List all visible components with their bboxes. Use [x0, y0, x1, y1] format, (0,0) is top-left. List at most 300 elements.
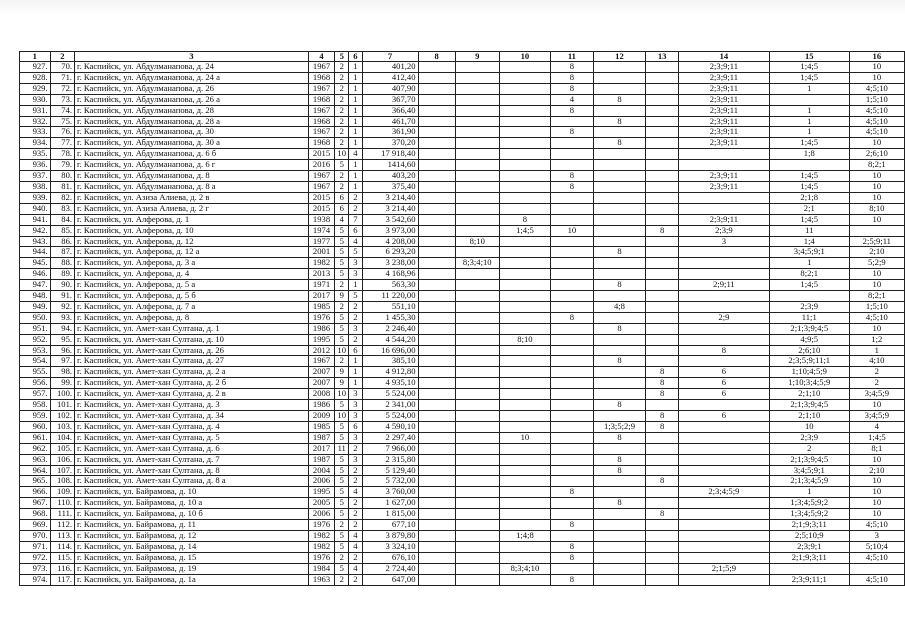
cell-area: 3 324,10	[362, 541, 418, 552]
cell-col-14: 6	[678, 389, 769, 400]
cell-col-13	[646, 356, 679, 367]
cell-col-13	[646, 443, 679, 454]
cell-address: г. Каспийск, ул. Амет-хан Султана, д. 2 в	[75, 389, 309, 400]
cell-col-11	[551, 443, 593, 454]
cell-year: 2008	[308, 389, 334, 400]
cell-col-14: 2;3;9	[678, 225, 769, 236]
cell-col-15: 1;10;3;4;5;9	[769, 378, 849, 389]
cell-col-13	[646, 149, 679, 160]
cell-col-8	[418, 62, 455, 73]
cell-entrances: 1	[349, 356, 362, 367]
cell-col-12	[593, 105, 646, 116]
table-row	[20, 454, 905, 465]
table-row	[20, 83, 905, 94]
cell-col-12	[593, 192, 646, 203]
cell-area: 3 238,00	[362, 258, 418, 269]
cell-col-11: 8	[551, 520, 593, 531]
cell-col-15: 2;1;3;9;4;5	[769, 400, 849, 411]
cell-floors: 2	[335, 116, 349, 127]
cell-address: г. Каспийск, ул. Алферова, д. 7 а	[75, 301, 309, 312]
cell-col-15: 1	[769, 127, 849, 138]
cell-col-8	[418, 465, 455, 476]
cell-row-number: 959.	[20, 411, 51, 422]
cell-floors: 2	[335, 301, 349, 312]
cell-address: г. Каспийск, ул. Амет-хан Султана, д. 6	[75, 443, 309, 454]
cell-area: 1 627,00	[362, 498, 418, 509]
cell-col-11	[551, 411, 593, 422]
cell-col-12	[593, 62, 646, 73]
cell-col-14	[678, 552, 769, 563]
cell-col-11	[551, 203, 593, 214]
cell-col-10	[499, 465, 551, 476]
cell-col-14	[678, 301, 769, 312]
cell-col-10	[499, 541, 551, 552]
cell-address: г. Каспийск, ул. Абдулманапова, д. 30	[75, 127, 309, 138]
cell-col-8	[418, 487, 455, 498]
cell-entrances: 1	[349, 105, 362, 116]
cell-year: 1968	[308, 72, 334, 83]
column-header: 1	[20, 52, 51, 62]
table-row	[20, 334, 905, 345]
cell-year: 1967	[308, 127, 334, 138]
cell-col-11	[551, 214, 593, 225]
cell-col-12	[593, 291, 646, 302]
table-row	[20, 574, 905, 585]
cell-col-15: 2;5;10;9	[769, 530, 849, 541]
cell-col-9	[455, 72, 499, 83]
cell-col-10	[499, 454, 551, 465]
cell-address: г. Каспийск, ул. Алферова, д. 8	[75, 312, 309, 323]
cell-address: г. Каспийск, ул. Алферова, д. 5 а	[75, 280, 309, 291]
cell-entrances: 3	[349, 400, 362, 411]
cell-col-13	[646, 498, 679, 509]
cell-col-10	[499, 389, 551, 400]
cell-col-11: 8	[551, 83, 593, 94]
cell-floors: 5	[335, 334, 349, 345]
cell-col-16: 10	[849, 138, 904, 149]
cell-row-number: 967.	[20, 498, 51, 509]
cell-sub-number: 84.	[50, 214, 74, 225]
cell-floors: 5	[335, 432, 349, 443]
cell-col-9	[455, 116, 499, 127]
cell-col-13	[646, 301, 679, 312]
cell-col-10	[499, 323, 551, 334]
cell-col-11	[551, 367, 593, 378]
cell-address: г. Каспийск, ул. Амет-хан Султана, д. 27	[75, 356, 309, 367]
cell-row-number: 962.	[20, 443, 51, 454]
cell-col-13	[646, 83, 679, 94]
cell-year: 1974	[308, 225, 334, 236]
column-header: 11	[551, 52, 593, 62]
cell-col-16: 4	[849, 421, 904, 432]
cell-sub-number: 70.	[50, 62, 74, 73]
cell-row-number: 939.	[20, 192, 51, 203]
cell-col-13	[646, 203, 679, 214]
cell-col-15: 2;6;10	[769, 345, 849, 356]
cell-col-15	[769, 291, 849, 302]
cell-col-11: 8	[551, 62, 593, 73]
cell-col-10: 8	[499, 214, 551, 225]
cell-col-11: 4	[551, 94, 593, 105]
cell-col-13	[646, 160, 679, 171]
cell-entrances: 1	[349, 280, 362, 291]
cell-col-16: 3;4;5;9	[849, 389, 904, 400]
cell-col-11	[551, 247, 593, 258]
cell-sub-number: 100.	[50, 389, 74, 400]
cell-col-11: 8	[551, 487, 593, 498]
cell-entrances: 3	[349, 269, 362, 280]
cell-floors: 10	[335, 389, 349, 400]
cell-sub-number: 108.	[50, 476, 74, 487]
cell-col-10: 8;3;4;10	[499, 563, 551, 574]
cell-col-16: 2;6;10	[849, 149, 904, 160]
cell-floors: 2	[335, 574, 349, 585]
cell-col-13: 8	[646, 378, 679, 389]
cell-col-13	[646, 400, 679, 411]
cell-floors: 5	[335, 247, 349, 258]
cell-address: г. Каспийск, ул. Алферова, д. 3 а	[75, 258, 309, 269]
cell-col-14	[678, 476, 769, 487]
cell-col-8	[418, 574, 455, 585]
cell-col-9	[455, 94, 499, 105]
cell-sub-number: 77.	[50, 138, 74, 149]
cell-col-15: 2;1;9;3;11	[769, 520, 849, 531]
cell-year: 1987	[308, 454, 334, 465]
cell-col-12	[593, 520, 646, 531]
cell-area: 1 455,30	[362, 312, 418, 323]
cell-row-number: 956.	[20, 378, 51, 389]
cell-col-11	[551, 563, 593, 574]
cell-year: 1982	[308, 541, 334, 552]
cell-col-9	[455, 105, 499, 116]
cell-col-13	[646, 236, 679, 247]
cell-col-11	[551, 432, 593, 443]
cell-col-13	[646, 192, 679, 203]
cell-entrances: 1	[349, 83, 362, 94]
cell-col-9	[455, 203, 499, 214]
cell-col-14: 2;3;9;11	[678, 83, 769, 94]
cell-col-12	[593, 334, 646, 345]
cell-col-14: 6	[678, 378, 769, 389]
cell-col-11	[551, 138, 593, 149]
cell-sub-number: 101.	[50, 400, 74, 411]
cell-row-number: 950.	[20, 312, 51, 323]
cell-col-8	[418, 454, 455, 465]
cell-col-16: 2	[849, 378, 904, 389]
cell-col-14	[678, 160, 769, 171]
cell-col-13	[646, 105, 679, 116]
cell-address: г. Каспийск, ул. Байрамова, д. 1а	[75, 574, 309, 585]
cell-row-number: 960.	[20, 421, 51, 432]
cell-sub-number: 72.	[50, 83, 74, 94]
cell-address: г. Каспийск, ул. Абдулманапова, д. 24 а	[75, 72, 309, 83]
cell-col-12	[593, 225, 646, 236]
cell-col-16: 10	[849, 192, 904, 203]
cell-sub-number: 116.	[50, 563, 74, 574]
register-table	[19, 51, 905, 586]
cell-col-10	[499, 487, 551, 498]
cell-area: 2 724,40	[362, 563, 418, 574]
cell-col-9	[455, 269, 499, 280]
cell-col-14: 2;3;9;11	[678, 105, 769, 116]
cell-col-16	[849, 563, 904, 574]
cell-area: 370,20	[362, 138, 418, 149]
cell-year: 2015	[308, 149, 334, 160]
cell-row-number: 935.	[20, 149, 51, 160]
cell-sub-number: 90.	[50, 280, 74, 291]
cell-year: 2007	[308, 367, 334, 378]
cell-col-8	[418, 530, 455, 541]
cell-sub-number: 80.	[50, 171, 74, 182]
cell-col-15: 1;4;5	[769, 181, 849, 192]
cell-col-9	[455, 83, 499, 94]
cell-col-8	[418, 301, 455, 312]
cell-col-14: 2;3;9;11	[678, 116, 769, 127]
cell-col-11	[551, 389, 593, 400]
cell-floors: 2	[335, 520, 349, 531]
cell-col-12: 8	[593, 400, 646, 411]
cell-entrances: 2	[349, 498, 362, 509]
cell-year: 1986	[308, 400, 334, 411]
cell-area: 4 912,80	[362, 367, 418, 378]
cell-col-14	[678, 192, 769, 203]
cell-area: 677,10	[362, 520, 418, 531]
cell-address: г. Каспийск, ул. Амет-хан Султана, д. 5	[75, 432, 309, 443]
cell-year: 1982	[308, 530, 334, 541]
table-row	[20, 356, 905, 367]
cell-sub-number: 91.	[50, 291, 74, 302]
cell-address: г. Каспийск, ул. Абдулманапова, д. 28	[75, 105, 309, 116]
cell-sub-number: 79.	[50, 160, 74, 171]
cell-col-13	[646, 94, 679, 105]
cell-col-13	[646, 127, 679, 138]
cell-col-16: 1;5;10	[849, 94, 904, 105]
cell-address: г. Каспийск, ул. Амет-хан Султана, д. 2 а	[75, 367, 309, 378]
cell-row-number: 966.	[20, 487, 51, 498]
column-header: 13	[646, 52, 679, 62]
cell-col-14	[678, 203, 769, 214]
cell-col-10	[499, 269, 551, 280]
cell-year: 1968	[308, 94, 334, 105]
cell-floors: 5	[335, 541, 349, 552]
cell-col-11	[551, 269, 593, 280]
cell-col-15: 1;4;5	[769, 214, 849, 225]
cell-col-10	[499, 72, 551, 83]
cell-col-16	[849, 225, 904, 236]
cell-col-8	[418, 312, 455, 323]
cell-col-15: 1;3;4;5;9;2	[769, 509, 849, 520]
cell-col-10	[499, 62, 551, 73]
cell-col-12	[593, 203, 646, 214]
cell-floors: 5	[335, 530, 349, 541]
cell-col-10	[499, 345, 551, 356]
table-row	[20, 443, 905, 454]
column-header: 5	[335, 52, 349, 62]
cell-floors: 2	[335, 83, 349, 94]
cell-floors: 5	[335, 465, 349, 476]
cell-area: 361,90	[362, 127, 418, 138]
cell-col-12	[593, 149, 646, 160]
cell-area: 4 935,10	[362, 378, 418, 389]
cell-col-14	[678, 454, 769, 465]
cell-col-14	[678, 247, 769, 258]
cell-year: 2017	[308, 443, 334, 454]
cell-col-15: 1;3;4;5;9;2	[769, 498, 849, 509]
cell-col-14: 2;3;9;11	[678, 62, 769, 73]
cell-sub-number: 93.	[50, 312, 74, 323]
cell-col-10	[499, 378, 551, 389]
cell-col-10	[499, 509, 551, 520]
cell-year: 2015	[308, 203, 334, 214]
cell-col-16: 4;5;10	[849, 312, 904, 323]
cell-sub-number: 109.	[50, 487, 74, 498]
cell-col-15: 1;4;5	[769, 171, 849, 182]
cell-col-14: 2;9	[678, 312, 769, 323]
cell-col-8	[418, 225, 455, 236]
cell-col-16: 3;4;5;9	[849, 411, 904, 422]
cell-col-12: 8	[593, 356, 646, 367]
cell-entrances: 2	[349, 476, 362, 487]
cell-col-13	[646, 454, 679, 465]
cell-row-number: 958.	[20, 400, 51, 411]
cell-row-number: 948.	[20, 291, 51, 302]
cell-row-number: 930.	[20, 94, 51, 105]
cell-floors: 5	[335, 509, 349, 520]
cell-row-number: 963.	[20, 454, 51, 465]
cell-address: г. Каспийск, ул. Амет-хан Султана, д. 1	[75, 323, 309, 334]
cell-floors: 2	[335, 105, 349, 116]
cell-col-8	[418, 192, 455, 203]
cell-col-14: 2;3;4;5;9	[678, 487, 769, 498]
cell-col-12: 8	[593, 323, 646, 334]
table-row	[20, 149, 905, 160]
cell-entrances: 7	[349, 214, 362, 225]
table-row	[20, 476, 905, 487]
cell-col-9	[455, 127, 499, 138]
cell-col-16: 4;10	[849, 356, 904, 367]
cell-col-9	[455, 149, 499, 160]
table-row	[20, 247, 905, 258]
cell-area: 407,90	[362, 83, 418, 94]
cell-floors: 2	[335, 181, 349, 192]
table-row	[20, 181, 905, 192]
cell-col-10	[499, 236, 551, 247]
cell-floors: 9	[335, 378, 349, 389]
cell-col-14: 2;1;5;9	[678, 563, 769, 574]
cell-sub-number: 71.	[50, 72, 74, 83]
cell-col-14	[678, 432, 769, 443]
cell-area: 6 293,20	[362, 247, 418, 258]
table-row	[20, 487, 905, 498]
cell-col-8	[418, 149, 455, 160]
cell-col-11: 8	[551, 181, 593, 192]
cell-col-8	[418, 345, 455, 356]
cell-col-9	[455, 574, 499, 585]
cell-row-number: 938.	[20, 181, 51, 192]
cell-entrances: 4	[349, 236, 362, 247]
cell-col-8	[418, 421, 455, 432]
cell-sub-number: 94.	[50, 323, 74, 334]
cell-col-16: 10	[849, 171, 904, 182]
cell-col-11	[551, 421, 593, 432]
table-body	[20, 62, 905, 586]
cell-entrances: 1	[349, 127, 362, 138]
column-header: 15	[769, 52, 849, 62]
cell-sub-number: 117.	[50, 574, 74, 585]
column-header: 8	[418, 52, 455, 62]
column-header: 12	[593, 52, 646, 62]
cell-col-8	[418, 94, 455, 105]
cell-col-9	[455, 181, 499, 192]
cell-col-11	[551, 236, 593, 247]
cell-col-15: 1;4;5	[769, 138, 849, 149]
cell-col-11	[551, 454, 593, 465]
table-row	[20, 552, 905, 563]
cell-col-14	[678, 443, 769, 454]
cell-col-12	[593, 127, 646, 138]
cell-col-14	[678, 334, 769, 345]
table-row	[20, 236, 905, 247]
cell-address: г. Каспийск, ул. Байрамова, д. 12	[75, 530, 309, 541]
cell-col-8	[418, 520, 455, 531]
cell-col-14	[678, 421, 769, 432]
cell-col-14	[678, 323, 769, 334]
cell-col-15: 2;3;9;1	[769, 541, 849, 552]
cell-col-8	[418, 356, 455, 367]
cell-entrances: 1	[349, 62, 362, 73]
cell-col-16: 10	[849, 62, 904, 73]
cell-col-15	[769, 94, 849, 105]
cell-floors: 5	[335, 400, 349, 411]
cell-col-9: 8;10	[455, 236, 499, 247]
cell-col-14	[678, 498, 769, 509]
cell-sub-number: 76.	[50, 127, 74, 138]
cell-col-12	[593, 411, 646, 422]
table-row	[20, 509, 905, 520]
cell-col-9	[455, 541, 499, 552]
column-header: 6	[349, 52, 362, 62]
cell-sub-number: 88.	[50, 258, 74, 269]
cell-row-number: 933.	[20, 127, 51, 138]
cell-row-number: 929.	[20, 83, 51, 94]
cell-col-15: 1;4;5	[769, 62, 849, 73]
cell-col-9	[455, 563, 499, 574]
table-row	[20, 498, 905, 509]
cell-col-8	[418, 138, 455, 149]
cell-col-14	[678, 530, 769, 541]
cell-col-15: 2	[769, 443, 849, 454]
cell-address: г. Каспийск, ул. Амет-хан Султана, д. 8 а	[75, 476, 309, 487]
cell-address: г. Каспийск, ул. Амет-хан Султана, д. 8	[75, 465, 309, 476]
cell-col-14: 2;3;9;11	[678, 214, 769, 225]
cell-col-10	[499, 83, 551, 94]
cell-sub-number: 113.	[50, 530, 74, 541]
cell-col-12	[593, 236, 646, 247]
cell-floors: 6	[335, 203, 349, 214]
cell-col-13	[646, 269, 679, 280]
cell-col-8	[418, 323, 455, 334]
cell-col-12	[593, 530, 646, 541]
cell-col-9	[455, 345, 499, 356]
cell-col-13	[646, 574, 679, 585]
cell-floors: 10	[335, 345, 349, 356]
cell-year: 2009	[308, 411, 334, 422]
cell-area: 4 544,20	[362, 334, 418, 345]
cell-col-16: 2;10	[849, 247, 904, 258]
cell-address: г. Каспийск, ул. Абдулманапова, д. 8 а	[75, 181, 309, 192]
cell-row-number: 941.	[20, 214, 51, 225]
cell-year: 1967	[308, 356, 334, 367]
